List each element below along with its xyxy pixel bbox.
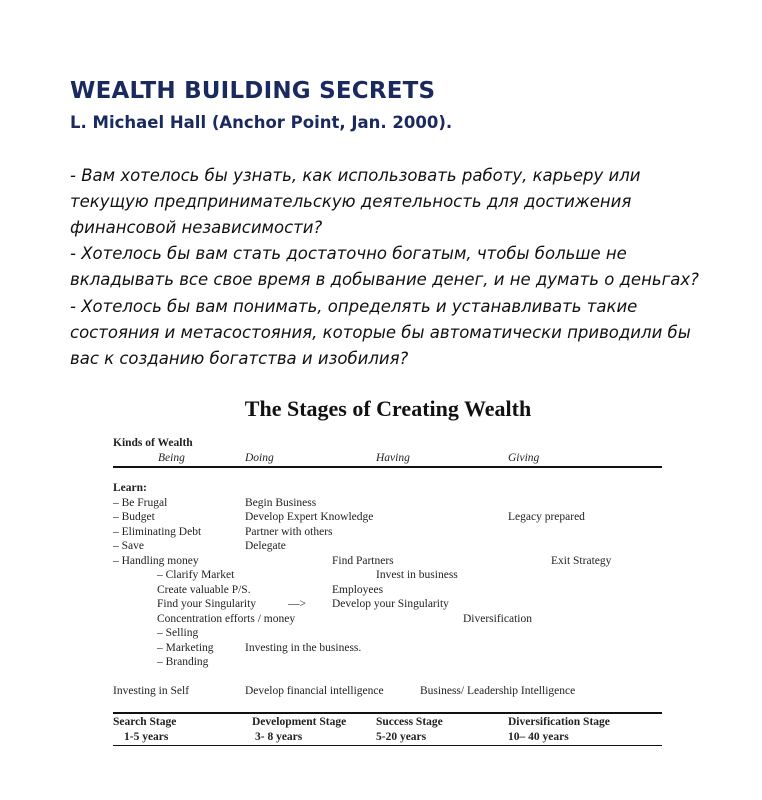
item-find-singularity: Find your Singularity — [157, 598, 257, 610]
item-investing-business: Investing in the business. — [245, 642, 362, 654]
intro-line: вкладывать все свое время в добывание денег, и не думать о деньгах? — [70, 270, 699, 289]
item-exit-strategy: Exit Strategy — [551, 555, 612, 567]
item-develop-singularity: Develop your Singularity — [332, 598, 449, 610]
stage-diversification-years: 10– 40 years — [508, 731, 569, 743]
kind-doing: Doing — [245, 452, 274, 464]
divider — [113, 745, 662, 746]
item-eliminating-debt: – Eliminating Debt — [113, 526, 202, 538]
item-selling: – Selling — [157, 627, 199, 639]
arrow-icon: —> — [288, 598, 306, 610]
intro-line: - Хотелось бы вам стать достаточно богатым, чтобы больше не — [70, 244, 627, 263]
kinds-heading: Kinds of Wealth — [113, 437, 193, 449]
stage-success-years: 5-20 years — [376, 731, 427, 743]
item-employees: Employees — [332, 584, 384, 596]
intro-line: - Хотелось бы вам понимать, определять и устанавливать такие — [70, 297, 638, 316]
item-develop-financial: Develop financial intelligence — [245, 685, 384, 697]
item-investing-self: Investing in Self — [113, 685, 190, 697]
item-diversification: Diversification — [463, 613, 532, 625]
diagram-title: The Stages of Creating Wealth — [244, 396, 532, 421]
kind-having: Having — [376, 452, 410, 464]
item-create-valuable: Create valuable P/S. — [157, 584, 251, 596]
article-author: L. Michael Hall (Anchor Point, Jan. 2000). — [70, 113, 453, 132]
item-partner: Partner with others — [245, 526, 333, 538]
stage-development-name: Development Stage — [252, 716, 347, 728]
item-find-partners: Find Partners — [332, 555, 394, 567]
article-title: WEALTH BUILDING SECRETS — [70, 78, 436, 104]
stage-development-years: 3- 8 years — [255, 731, 303, 743]
item-marketing: – Marketing — [157, 642, 214, 654]
stage-diversification-name: Diversification Stage — [508, 716, 610, 728]
item-delegate: Delegate — [245, 540, 286, 552]
item-invest-business: Invest in business — [376, 569, 458, 581]
learn-heading: Learn: — [113, 482, 147, 494]
item-save: – Save — [113, 540, 144, 552]
stage-search-years: 1-5 years — [124, 731, 169, 743]
stage-success-name: Success Stage — [376, 716, 443, 728]
intro-line: финансовой независимости? — [70, 218, 323, 237]
intro-line: состояния и метасостояния, которые бы автоматически приводили бы — [70, 323, 691, 342]
intro-line: текущую предпринимательскую деятельность для достижения — [70, 192, 632, 211]
divider — [113, 466, 662, 468]
item-begin-business: Begin Business — [245, 497, 317, 509]
item-legacy: Legacy prepared — [508, 511, 585, 523]
divider — [113, 712, 662, 714]
item-branding: – Branding — [157, 656, 209, 668]
kind-being: Being — [158, 452, 185, 464]
item-clarify-market: – Clarify Market — [157, 569, 235, 581]
intro-line: вас к созданию богатства и изобилия? — [70, 349, 409, 368]
item-be-frugal: – Be Frugal — [113, 497, 168, 509]
item-budget: – Budget — [113, 511, 155, 523]
item-handling-money: – Handling money — [113, 555, 199, 567]
intro-line: - Вам хотелось бы узнать, как использовать работу, карьеру или — [70, 166, 641, 185]
stage-search-name: Search Stage — [113, 716, 177, 728]
item-develop-expert: Develop Expert Knowledge — [245, 511, 374, 523]
item-concentration: Concentration efforts / money — [157, 613, 296, 625]
kind-giving: Giving — [508, 452, 540, 464]
item-business-leadership: Business/ Leadership Intelligence — [420, 685, 576, 697]
